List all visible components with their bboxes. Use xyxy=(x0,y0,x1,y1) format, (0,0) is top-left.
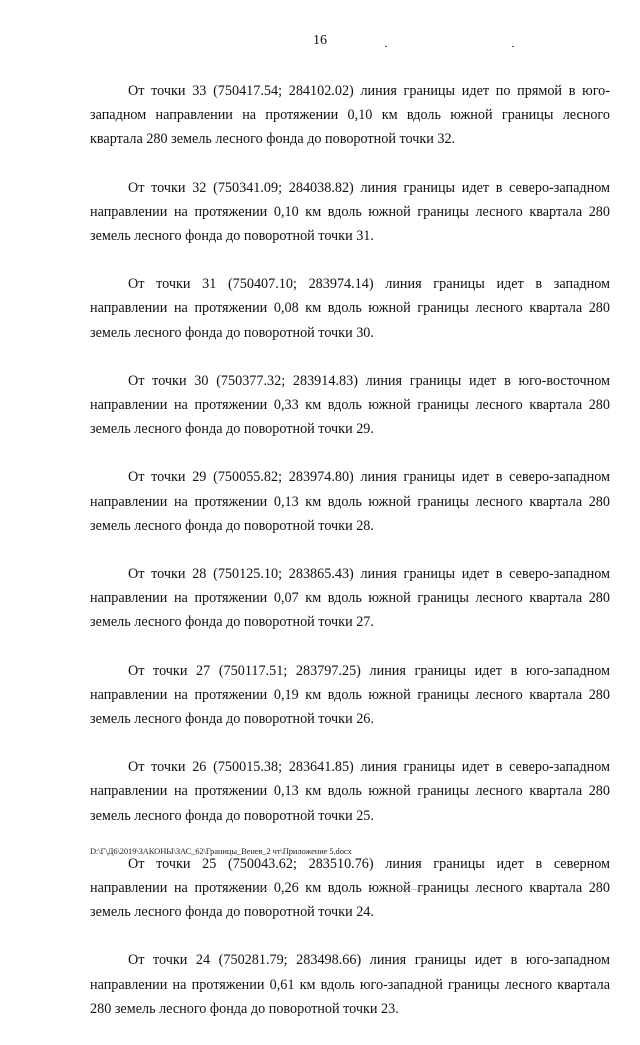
footer-divider xyxy=(392,889,442,890)
paragraph-point-26: От точки 26 (750015.38; 283641.85) линия границы идет в северо-западном направлении на протяжении 0,13 км вдоль южной границы лесного квартала 280 земель лесного фонда до поворотной точки 25. xyxy=(90,759,610,824)
footer-divider xyxy=(225,889,270,890)
footer-file-path: D:\Г\Д6\2019\ЗАКОНЫ\ЗАС_62\Границы_Венев_2 чт\Приложение 5.docx xyxy=(90,846,352,856)
page-number: 16 xyxy=(313,33,327,48)
paragraph-point-25: От точки 25 (750043.62; 283510.76) линия границы идет в северном направлении на протяжении 0,26 км вдоль южной границы лесного квартала 280 земель лесного фонда до поворотной точки 24. xyxy=(90,855,610,921)
paragraph-point-29: От точки 29 (750055.82; 283974.80) линия границы идет в северо-западном направлении на протяжении 0,13 км вдоль южной границы лесного квартала 280 земель лесного фонда до поворотной точки 28. xyxy=(90,469,610,534)
paragraph-point-27: От точки 27 (750117.51; 283797.25) линия границы идет в юго-западном направлении на протяжении 0,19 км вдоль южной границы лесного квартала 280 земель лесного фонда до поворотной точки 26. xyxy=(90,662,610,728)
paragraph-point-28: От точки 28 (750125.10; 283865.43) линия границы идет в северо-западном направлении на протяжении 0,07 км вдоль южной границы лесного квартала 280 земель лесного фонда до поворотной точки 27. xyxy=(90,566,610,631)
paragraph-point-30: От точки 30 (750377.32; 283914.83) линия границы идет в юго-восточном направлении на протяжении 0,33 км вдоль южной границы лесного квартала 280 земель лесного фонда до поворотной точки 29. xyxy=(90,372,610,438)
paragraph-point-32: От точки 32 (750341.09; 284038.82) линия границы идет в северо-западном направлении на протяжении 0,10 км вдоль южной границы лесного квартала 280 земель лесного фонда до поворотной точки 31. xyxy=(90,179,610,245)
paragraph-point-31: От точки 31 (750407.10; 283974.14) линия границы идет в западном направлении на протяжении 0,08 км вдоль южной границы лесного квартала 280 земель лесного фонда до поворотной точки 30. xyxy=(90,276,610,341)
scan-speck xyxy=(512,46,514,47)
paragraph-point-24: От точки 24 (750281.79; 283498.66) линия границы идет в юго-западном направлении на протяжении 0,61 км вдоль юго-западной границы лесного квартала 280 земель лесного фонда до поворотной точки 23. xyxy=(90,952,610,1017)
scan-speck xyxy=(385,46,387,47)
paragraph-point-33: От точки 33 (750417.54; 284102.02) линия границы идет по прямой в юго-западном направлении на протяжении 0,10 км вдоль южной границы лесного квартала 280 земель лесного фонда до поворотной точки 32. xyxy=(90,83,610,148)
document-body xyxy=(90,79,610,1045)
